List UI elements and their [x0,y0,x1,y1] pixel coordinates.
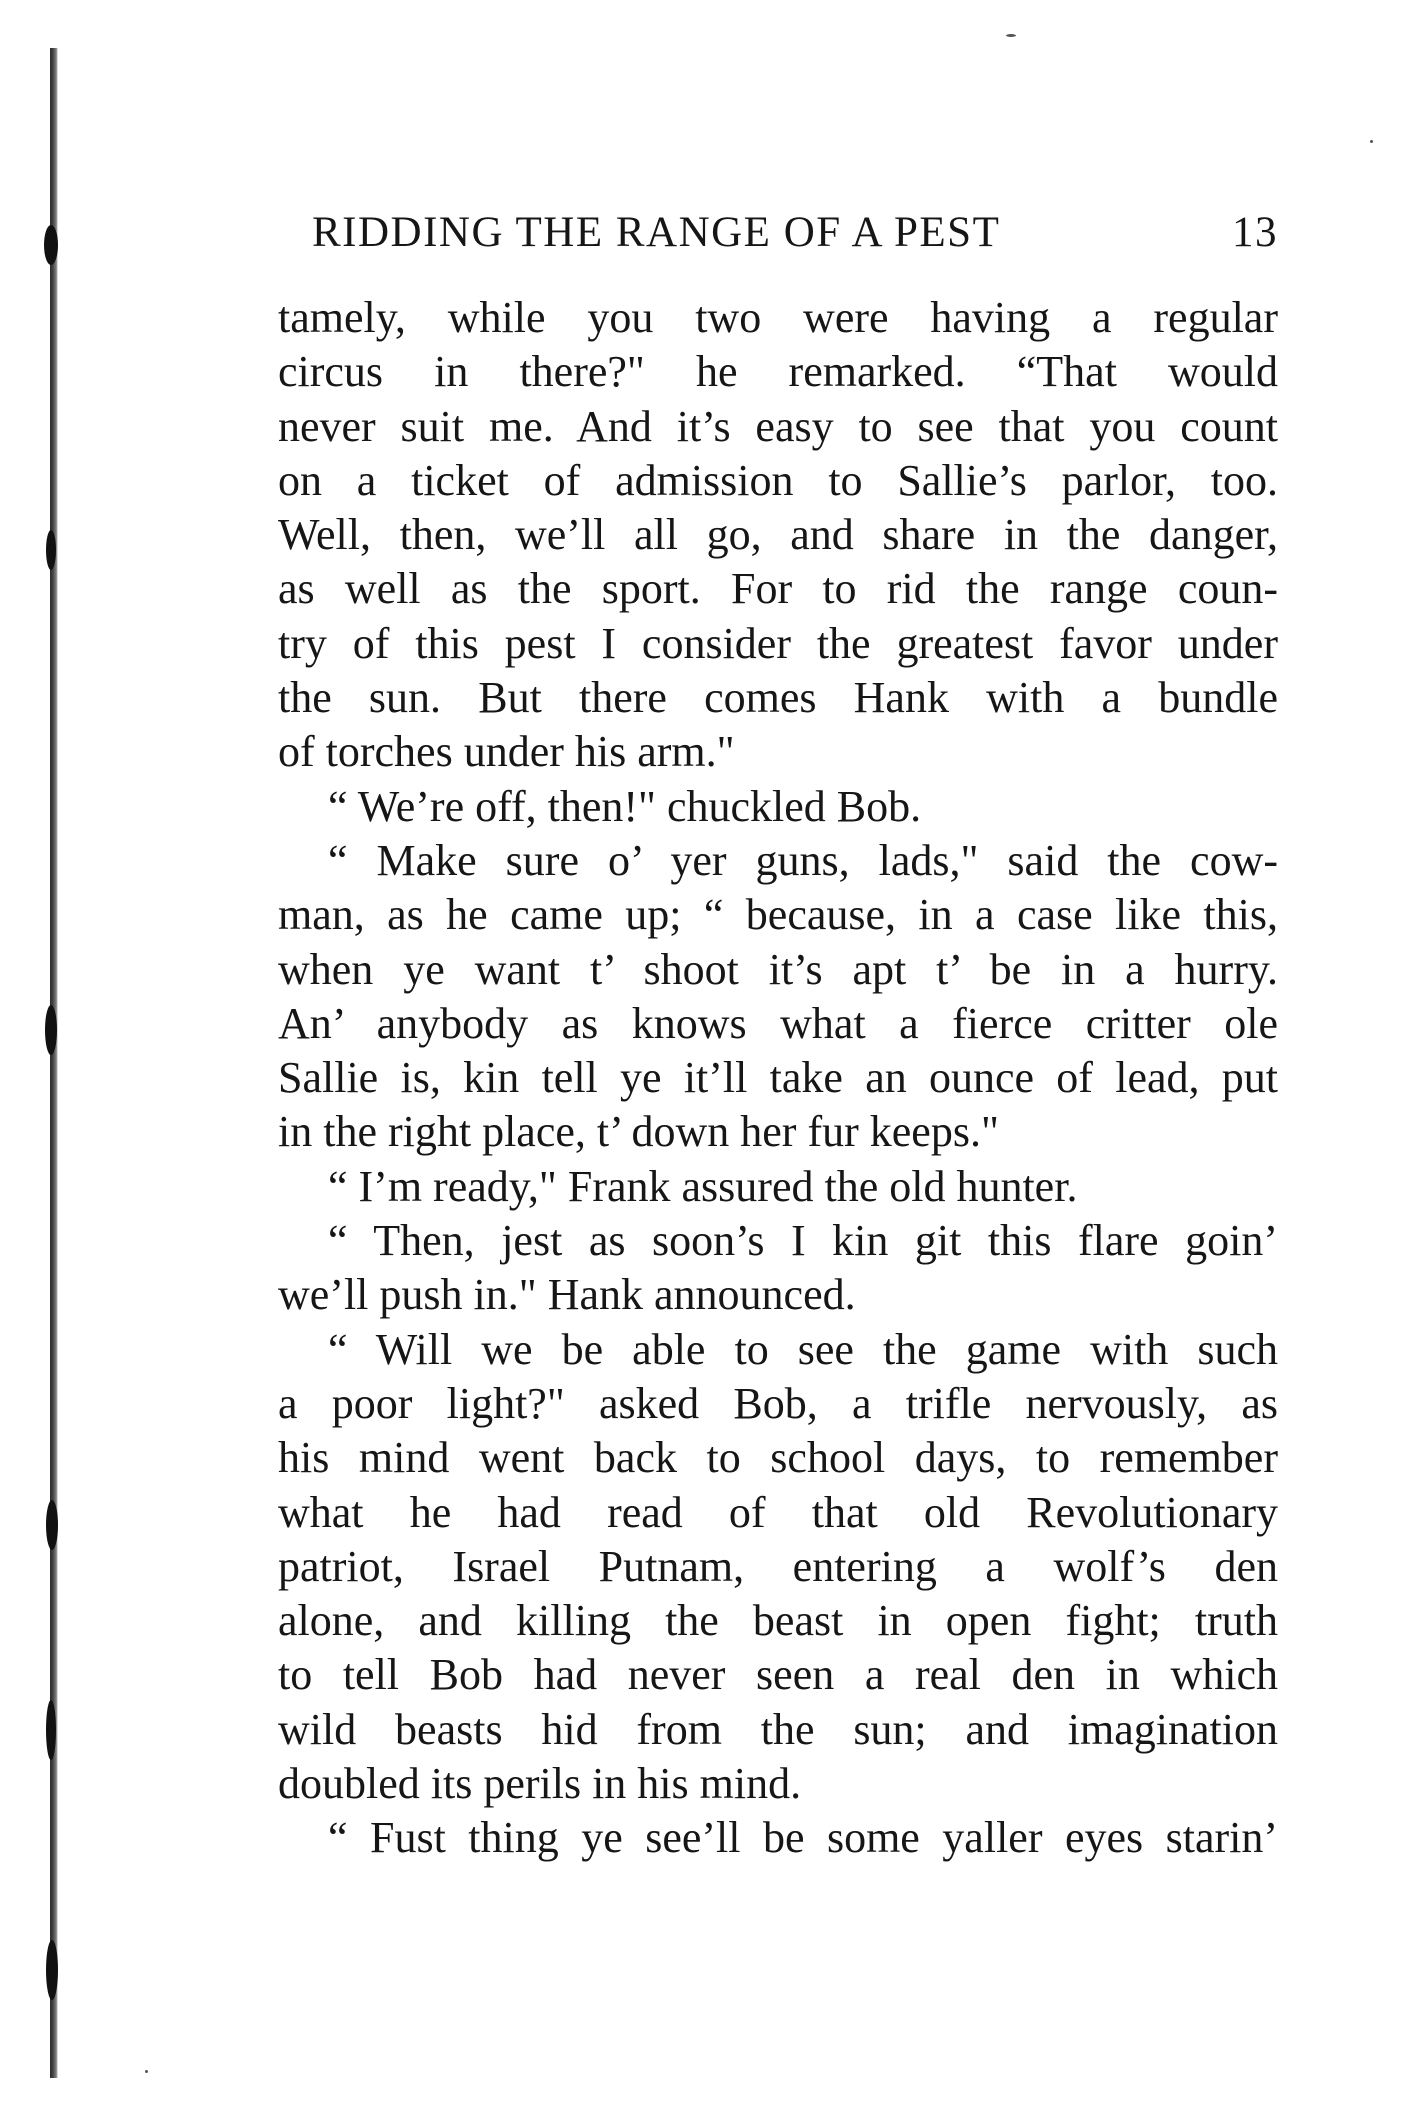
ink-blot [46,1700,56,1760]
text-line: in the right place, t’ down her fur keeps." [278,1107,999,1157]
text-line: on a ticket of admission to Sallie’s parlor, too. [278,455,1278,505]
text-line: “ Fust thing ye see’ll be some yaller eyes starin’ [328,1813,1278,1863]
text-line: a poor light?" asked Bob, a trifle nervously, as [278,1378,1278,1428]
text-line: what he had read of that old Revolutionary [278,1487,1278,1537]
text-line: try of this pest I consider the greatest favor under [278,618,1278,668]
text-line: his mind went back to school days, to remember [278,1433,1278,1483]
paper-speck [1006,34,1016,37]
paper-speck [145,2070,148,2073]
text-line: the sun. But there comes Hank with a bundle [278,673,1278,723]
text-line: circus in there?" he remarked. “That would [278,347,1278,397]
text-line: “ Will we be able to see the game with such [328,1324,1278,1374]
text-line: “ I’m ready," Frank assured the old hunter. [328,1161,1078,1211]
text-line: as well as the sport. For to rid the range coun- [278,564,1278,614]
text-line: An’ anybody as knows what a fierce critter ole [278,998,1278,1048]
paper-speck [1370,140,1373,143]
text-line: man, as he came up; “ because, in a case like this, [278,890,1278,940]
text-line: when ye want t’ shoot it’s apt t’ be in a hurry. [278,944,1278,994]
ink-blot [46,530,56,570]
text-line: we’ll push in." Hank announced. [278,1270,856,1320]
text-line: patriot, Israel Putnam, entering a wolf’s den [278,1541,1278,1591]
ink-blot [45,1005,57,1055]
text-line: never suit me. And it’s easy to see that you count [278,401,1278,451]
text-line: tamely, while you two were having a regular [278,293,1278,342]
ink-blot [44,225,58,265]
binding-gutter-edge [50,48,58,2078]
text-line: alone, and killing the beast in open fight; truth [278,1596,1278,1646]
text-line: “ We’re off, then!" chuckled Bob. [328,781,922,831]
text-line: doubled its perils in his mind. [278,1759,802,1809]
ink-blot [46,1940,58,2000]
text-line: to tell Bob had never seen a real den in which [278,1650,1278,1700]
text-line: “ Then, jest as soon’s I kin git this flare goin’ [328,1216,1278,1266]
text-line: wild beasts hid from the sun; and imagination [278,1704,1278,1754]
page-header [312,208,1278,268]
text-line: Well, then, we’ll all go, and share in the danger, [278,510,1278,560]
ink-blot [46,1500,58,1550]
text-line: of torches under his arm." [278,727,735,777]
text-line: Sallie is, kin tell ye it’ll take an ounce of lead, put [278,1053,1278,1103]
text-line: “ Make sure o’ yer guns, lads," said the cow- [328,835,1278,885]
body-text [278,291,1278,1866]
page-number: 13 [1232,209,1278,256]
running-head: RIDDING THE RANGE OF A PEST [312,209,1001,256]
